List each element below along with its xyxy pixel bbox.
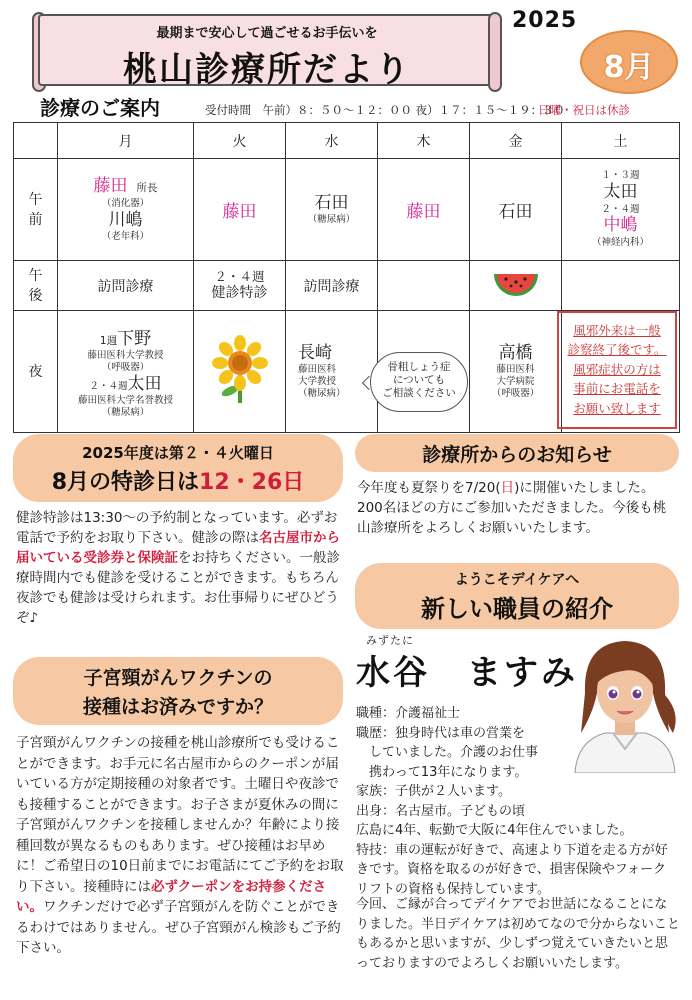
header-day: 水 — [286, 123, 378, 159]
staff-heading: ようこそデイケアへ 新しい職員の紹介 — [355, 563, 679, 629]
sunflower-icon — [211, 335, 269, 405]
watermelon-icon — [492, 270, 540, 298]
osteoporosis-bubble: 骨粗しょう症 についても ご相談ください — [370, 352, 468, 412]
special-checkup-text: 健診特診は13:30～の予約制となっています。必ずお電話で予約をお取り下さい。健診の際は名古屋市から届いている受診券と保険証をお持ちください。一般診療時間内でも健診を受けることができます。もちろん夜診でも健診は受けられます。お仕事帰りにぜひどうぞ♪ — [16, 510, 340, 626]
special-dates: 12・26日 — [199, 470, 305, 495]
cell-wed-pm: 訪問診療 — [286, 261, 378, 311]
period-label: 午前 — [14, 159, 58, 261]
table-row — [14, 261, 680, 311]
cell-mon-pm: 訪問診療 — [58, 261, 194, 311]
header-day: 土 — [562, 123, 680, 159]
staff-furigana: みずたに — [366, 634, 414, 647]
staff-profile: 職種：介護福祉士 職歴：独身時代は車の営業を していました。介護のお仕事 携わって13年になります。 家族：子供が２人います。 出身：名古屋市。子どもの頃 広島に4年、転勤で大阪に4年住んでいました。 特技：車の運転が好きで、高速より下道を走る方が好きです。資格を取るのが好きで、損害保険やフォークリフトの資格も保持しています。 — [356, 706, 668, 897]
cell-thu-am — [378, 159, 470, 261]
table-header-row — [14, 123, 680, 159]
header-corner — [14, 123, 58, 159]
staff-welcome: 今回、ご縁が合ってデイケアでお世話になることになりました。半日デイケアは初めてなので分からないこともあるかと思いますが、少しずつ覚えていきたいと思っておりますのでよろしくお願いいたします。 — [356, 897, 680, 971]
doctor-name: 下野 — [117, 328, 152, 349]
cell-tue-night — [194, 311, 286, 433]
cell-thu-pm — [378, 261, 470, 311]
doctor-name: 藤田 — [406, 202, 441, 222]
closed-days: 日曜・祝日は休診 — [538, 103, 630, 117]
header-day: 月 — [58, 123, 194, 159]
header-day: 火 — [194, 123, 286, 159]
cell-wed-night: 長崎 藤田医科 大学教授 （糖尿病） — [286, 311, 378, 433]
cell-fri-pm — [470, 261, 562, 311]
doctor-name: 太田 — [603, 182, 638, 203]
cell-sat-pm — [562, 261, 680, 311]
doctor-name: 太田 — [127, 373, 162, 394]
banner-subtitle: 最期まで安心して過ごせるお手伝いを — [156, 26, 378, 41]
cell-wed-am: 石田 （糖尿病） — [286, 159, 378, 261]
period-label: 夜 — [14, 311, 58, 433]
cell-mon-night: 1週下野 藤田医科大学教授 （呼吸器） ２・４週太田 藤田医科大学名誉教授 （糖尿病） — [58, 311, 194, 433]
cell-tue-pm: ２・４週 健診特診 — [194, 261, 286, 311]
staff-name: 水谷 ますみ — [356, 653, 578, 693]
table-row — [14, 159, 680, 261]
news-text: 今年度も夏祭りを7/20(日)に開催いたしました。200名ほどの方にご参加いただきました。今後も桃山診療所をよろしくお願いいたします。 — [357, 480, 667, 536]
year-label: 2025 — [512, 8, 578, 33]
cell-mon-am: 藤田 所長 （消化器） 川嶋 （老年科） — [58, 159, 194, 261]
doctor-name: 高橋 — [498, 343, 533, 364]
doctor-name: 石田 — [498, 202, 533, 222]
doctor-name: 長崎 — [298, 343, 332, 364]
header-day: 木 — [378, 123, 470, 159]
doctor-name: 石田 — [314, 192, 349, 213]
cell-fri-am — [470, 159, 562, 261]
reception-hours: 受付時間 午前）８：５０～１２：００ 夜）１７：１５～１９：３０ — [205, 103, 566, 117]
doctor-name: 藤田 — [93, 176, 128, 197]
special-checkup-heading: 2025年度は第２・４火曜日 8月の特診日は12・26日 — [13, 434, 343, 502]
newsletter-title: 桃山診療所だより — [123, 50, 411, 90]
doctor-name: 中嶋 — [603, 215, 638, 236]
doctor-name: 川嶋 — [108, 209, 143, 230]
month-badge — [580, 30, 678, 94]
doctor-name: 藤田 — [222, 202, 257, 222]
cell-tue-am — [194, 159, 286, 261]
title-banner — [32, 12, 502, 92]
cold-clinic-notice: 風邪外来は一般 診察終了後です。 風邪症状の方は 事前にお電話を お願い致します — [557, 311, 677, 429]
hpv-heading: 子宮頸がんワクチンの 接種はお済みですか？ — [13, 657, 343, 725]
header-day: 金 — [470, 123, 562, 159]
period-label: 午後 — [14, 261, 58, 311]
cell-sat-am: １・３週 太田 ２・４週 中嶋 （神経内科） — [562, 159, 680, 261]
cell-fri-night: 高橋 藤田医科 大学病院 （呼吸器） — [470, 311, 562, 433]
month-label: 8月 — [603, 50, 655, 85]
schedule-title: 診療のご案内 — [40, 96, 160, 120]
news-heading: 診療所からのお知らせ — [355, 434, 679, 472]
hpv-text: 子宮頸がんワクチンの接種を桃山診療所でも受けることができます。お手元に名古屋市からのクーポンが届いている方が定期接種の対象者です。土曜日や夜診でも接種することができます。お子さまが夏休みの間に子宮頸がんワクチンを接種しませんか？年齢により接種回数が異なるものもあります。ぜひ接種はお早めに！ご希望日の10日前までにお電話にてご予約をお取り下さい。接種時には必ずクーポンをお持参ください。ワクチンだけで必ず子宮頸がんを防ぐことができるわけではありません。ぜひ子宮頸がん検診もご予約下さい。 — [16, 735, 344, 956]
